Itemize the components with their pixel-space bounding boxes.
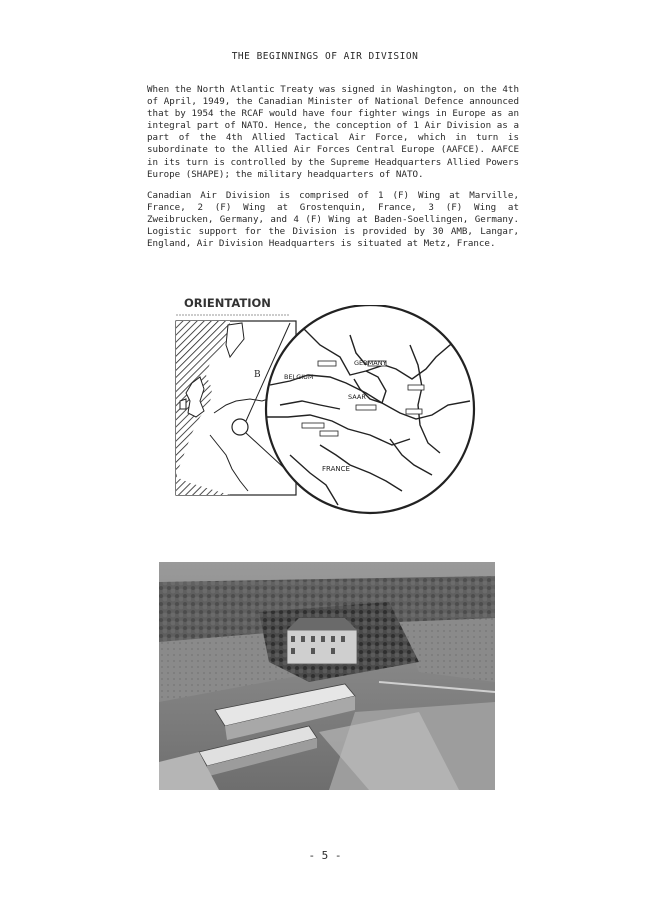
page-heading: THE BEGINNINGS OF AIR DIVISION <box>231 51 419 62</box>
paragraph-2: Canadian Air Division is comprised of 1 (F) Wing at Marville, France, 2 (F) Wing at Grostenquin, France, 3 (F) Wing at Zweibrucken, Germany, and 4 (F) Wing at Baden-Soellingen, Germany. Logistic support for the Division is provided by 30 AMB, Langar, England, Air Division Headquarters is situated at Metz, France. <box>147 190 519 250</box>
chateau-building <box>287 618 357 664</box>
page-number: - 5 - <box>308 849 342 862</box>
map-title: ORIENTATION <box>184 296 271 310</box>
map-label-france: FRANCE <box>322 465 350 473</box>
map-label-belgium: BELGIUM <box>284 373 314 381</box>
region-detail-circle <box>266 305 474 513</box>
orientation-map <box>170 305 490 520</box>
map-label-saar: SAAR <box>348 393 366 401</box>
map-label-germany: GERMANY <box>354 359 387 367</box>
aerial-photo <box>159 562 495 790</box>
paragraph-1: When the North Atlantic Treaty was signed in Washington, on the 4th of April, 1949, the Canadian Minister of National Defence announced that by 1954 the RCAF would have four fighter wings in Europe as an integral part of NATO. Hence, the conception of 1 Air Division as a part of the 4th Allied Tactical Air Force, which in turn is subordinate to the Allied Air Forces Central Europe (AAFCE). AAFCE in its turn is controlled by the Supreme Headquarters Allied Powers Europe (SHAPE); the military headquarters of NATO. <box>147 84 519 180</box>
svg-text:B: B <box>254 370 261 380</box>
